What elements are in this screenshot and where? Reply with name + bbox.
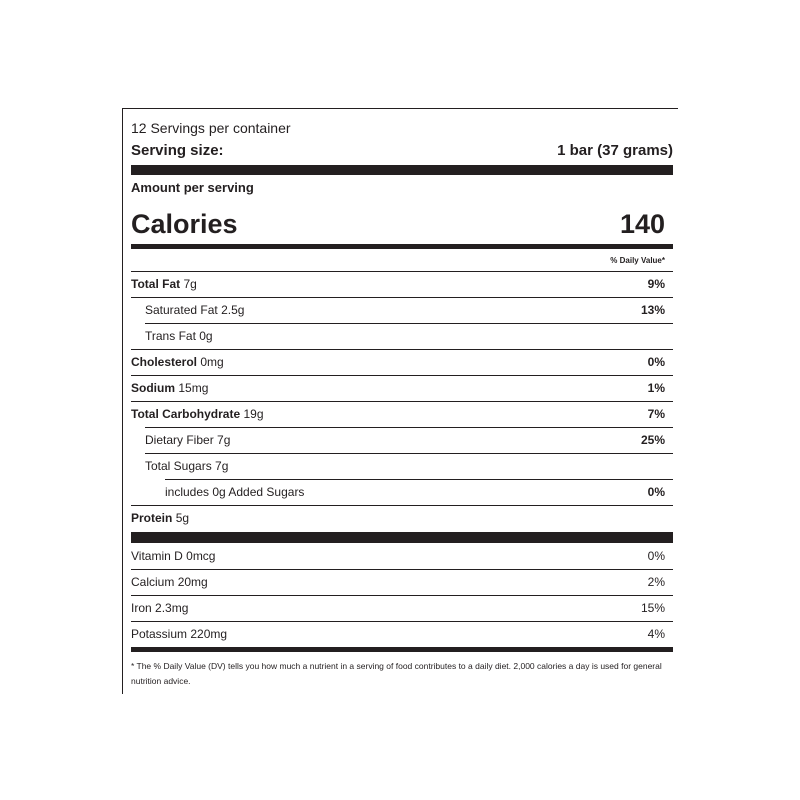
nutrient-name: Cholesterol — [131, 355, 198, 369]
serving-size-value: 1 bar (37 grams) — [557, 142, 673, 159]
vitamin-amount: 220mg — [190, 627, 228, 641]
nutrient-amount: 0g — [199, 329, 213, 343]
vitamin-name: Iron — [131, 601, 152, 615]
nutrient-name: Saturated Fat — [145, 303, 218, 317]
medium-divider — [131, 647, 673, 652]
nutrient-name: Trans Fat — [145, 329, 196, 343]
nutrient-name: includes 0g Added Sugars — [165, 485, 305, 499]
nutrient-name: Total Carbohydrate — [131, 407, 241, 421]
thick-divider — [131, 532, 673, 543]
calories-label: Calories — [131, 209, 238, 239]
nutrient-row-total-sugars — [131, 453, 673, 479]
vitamin-amount: 2.3mg — [155, 601, 189, 615]
nutrient-row-sodium — [131, 375, 673, 401]
nutrient-row-trans-fat — [131, 323, 673, 349]
nutrient-amount: 19g — [243, 407, 264, 421]
nutrient-name: Protein — [131, 511, 173, 525]
nutrient-amount: 5g — [175, 511, 190, 525]
calories-row — [131, 204, 665, 244]
vitamin-dv: 15% — [640, 601, 665, 615]
nutrient-dv: 1% — [647, 381, 665, 395]
nutrient-amount: 15mg — [178, 381, 209, 395]
nutrient-name: Sodium — [131, 381, 175, 395]
vitamin-row-potassium — [131, 621, 673, 647]
medium-divider — [131, 244, 673, 249]
nutrient-amount: 0mg — [200, 355, 224, 369]
vitamin-name: Vitamin D — [131, 549, 183, 563]
nutrient-row-saturated-fat — [131, 297, 673, 323]
nutrient-dv: 25% — [640, 433, 665, 447]
nutrient-dv: 9% — [647, 277, 665, 291]
vitamin-name: Calcium — [131, 575, 175, 589]
nutrient-amount: 2.5g — [221, 303, 245, 317]
daily-value-footnote: * The % Daily Value (DV) tells you how much a nutrient in a serving of food contributes to a daily diet. 2,000 calories a day is used for general nutrition advice. — [131, 661, 662, 686]
vitamin-name: Potassium — [131, 627, 188, 641]
servings-per-container: 12 Servings per container — [131, 120, 291, 136]
vitamin-dv: 4% — [647, 627, 665, 641]
thick-divider — [131, 165, 673, 175]
nutrient-row-added-sugars — [131, 479, 673, 505]
nutrient-dv: 7% — [647, 407, 665, 421]
vitamin-amount: 0mcg — [186, 549, 216, 563]
nutrient-row-dietary-fiber — [131, 427, 673, 453]
serving-size-row — [131, 142, 673, 159]
nutrient-name: Total Fat — [131, 277, 181, 291]
nutrient-row-cholesterol — [131, 349, 673, 375]
serving-size-label: Serving size: — [131, 142, 224, 159]
daily-value-header: % Daily Value* — [610, 256, 665, 265]
nutrient-dv: 13% — [640, 303, 665, 317]
nutrient-dv: 0% — [647, 355, 665, 369]
vitamin-row-calcium — [131, 569, 673, 595]
amount-per-serving: Amount per serving — [131, 180, 254, 195]
nutrition-facts-label — [122, 108, 678, 694]
vitamin-dv: 2% — [647, 575, 665, 589]
nutrient-row-total-carbohydrate — [131, 401, 673, 427]
nutrient-dv: 0% — [647, 485, 665, 499]
nutrient-amount: 7g — [215, 459, 229, 473]
nutrient-amount: 7g — [183, 277, 197, 291]
vitamin-amount: 20mg — [177, 575, 208, 589]
vitamin-row-iron — [131, 595, 673, 621]
nutrient-amount: 7g — [217, 433, 231, 447]
nutrient-name: Dietary Fiber — [145, 433, 214, 447]
nutrient-name: Total Sugars — [145, 459, 212, 473]
nutrient-row-total-fat — [131, 271, 673, 297]
vitamin-row-vitamin-d — [131, 543, 673, 569]
nutrient-row-protein — [131, 505, 673, 531]
calories-value: 140 — [619, 209, 665, 239]
vitamin-dv: 0% — [647, 549, 665, 563]
